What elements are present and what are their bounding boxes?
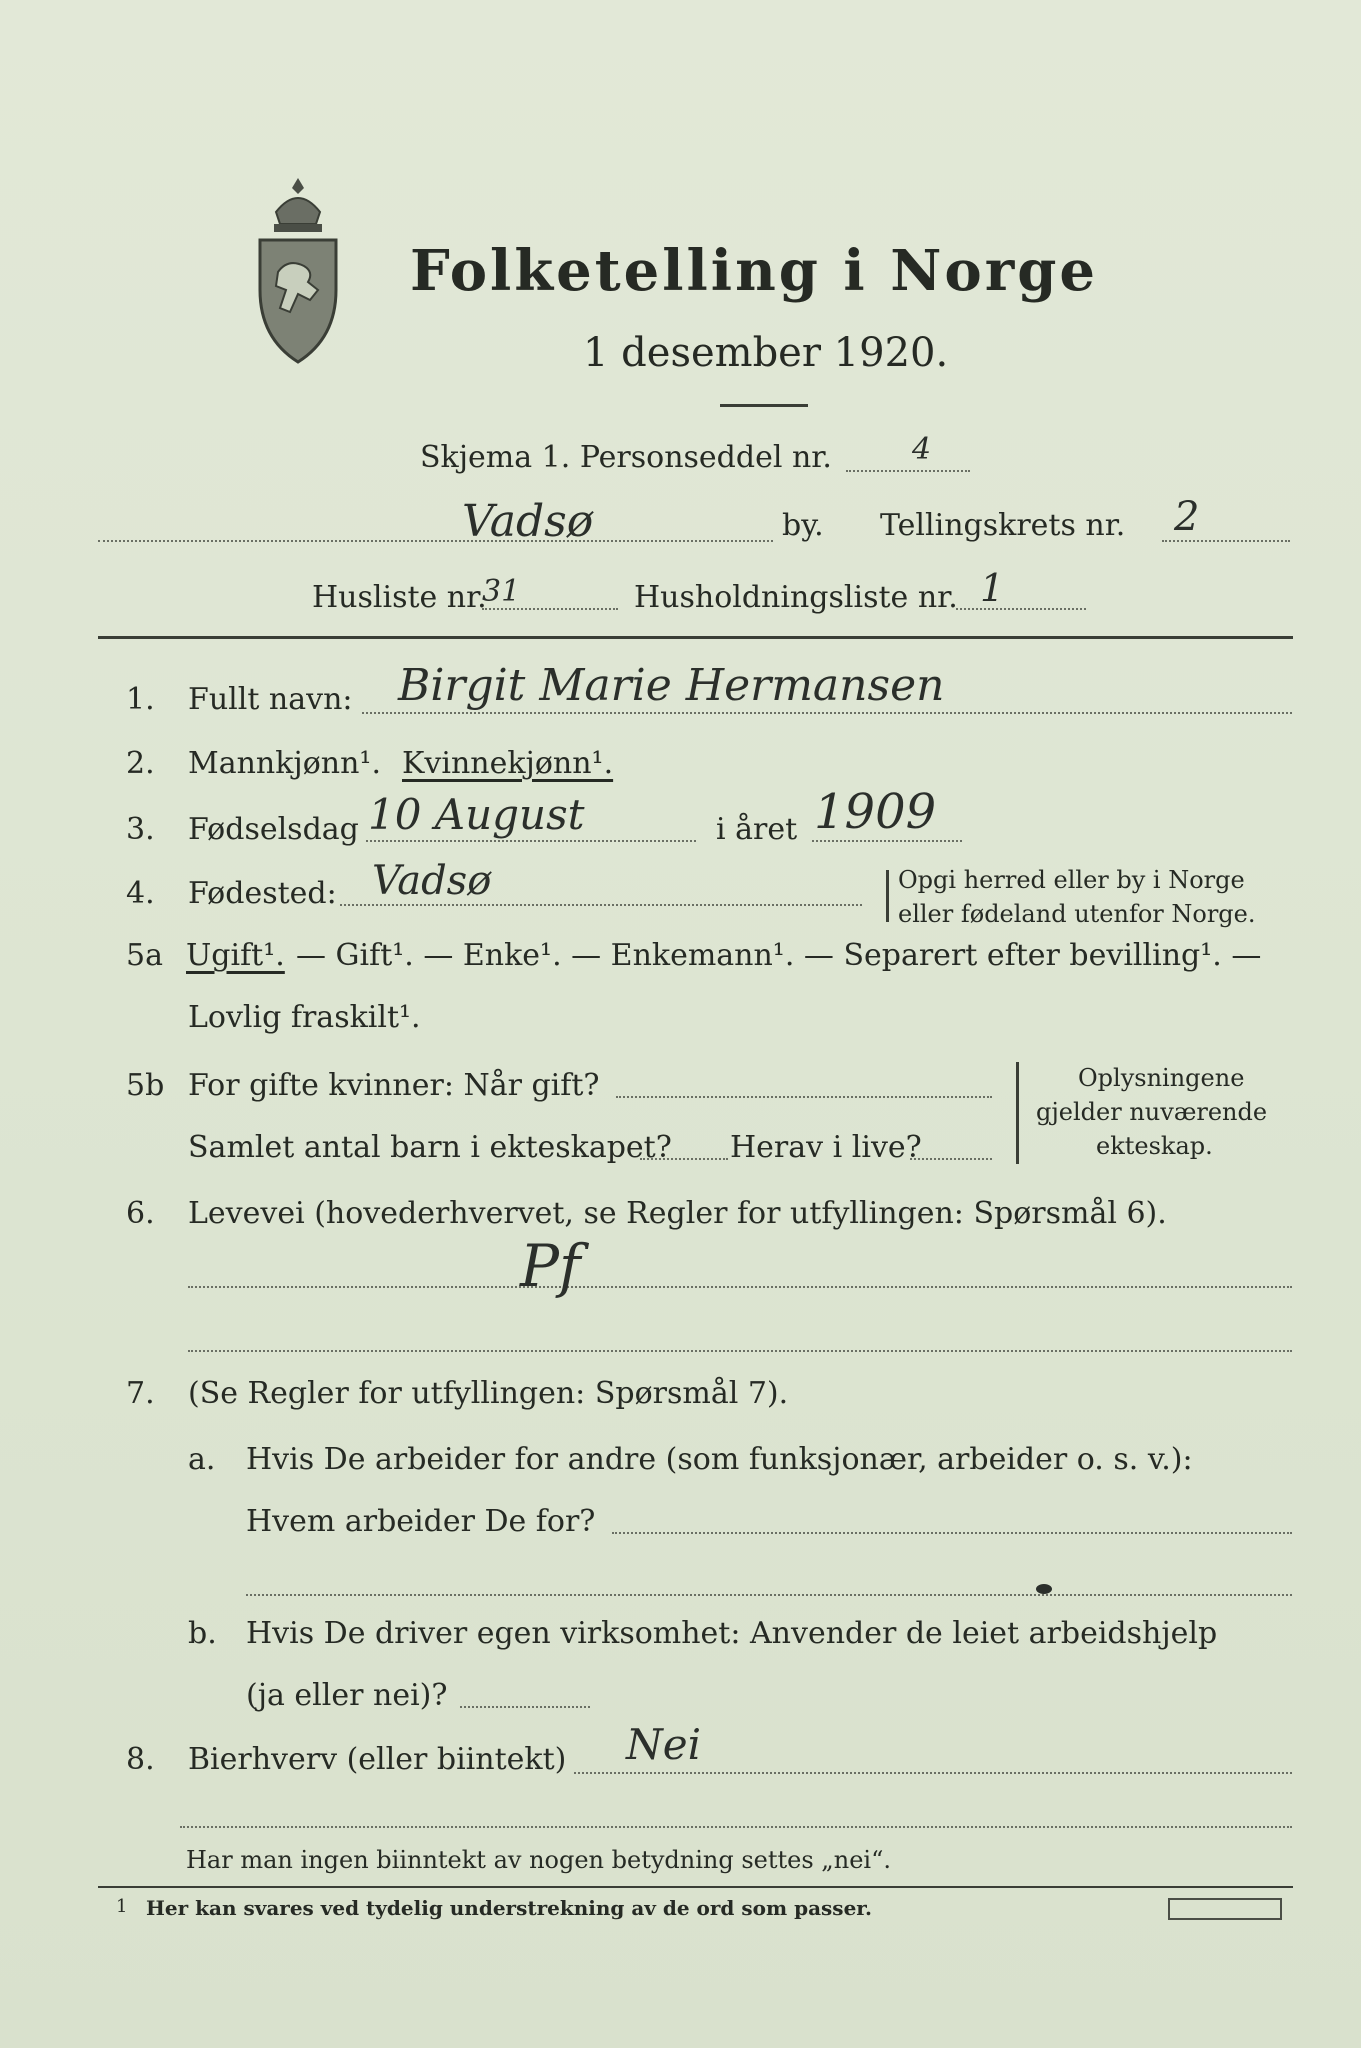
city-field-line — [98, 540, 773, 542]
q4-birthplace-value[interactable]: Vadsø — [372, 858, 492, 904]
q8-field-line-2 — [180, 1826, 1292, 1828]
q6-number: 6. — [126, 1196, 155, 1231]
schema-label: Skjema 1. Personseddel nr. — [420, 440, 832, 475]
husliste-value[interactable]: 31 — [482, 574, 521, 609]
q7b-letter: b. — [188, 1616, 217, 1651]
tellingskrets-value[interactable]: 2 — [1174, 494, 1200, 540]
q5a-options[interactable]: — Gift¹. — Enke¹. — Enkemann¹. — Separert efter bevilling¹. — — [296, 938, 1262, 973]
q4-note-line1: Opgi herred eller by i Norge — [898, 866, 1245, 894]
q3-year-field-line — [812, 840, 962, 842]
q3-label: Fødselsdag — [188, 812, 359, 847]
q2-option-female-underlined[interactable]: Kvinnekjønn¹. — [402, 746, 614, 781]
q5b-note-line2: gjelder nuværende — [1036, 1098, 1268, 1126]
title-divider — [720, 404, 808, 407]
q2-option-male[interactable]: Mannkjønn¹. — [188, 746, 381, 781]
q5a-line2[interactable]: Lovlig fraskilt¹. — [188, 1000, 421, 1035]
q8-field-line-1 — [574, 1772, 1292, 1774]
q5b-label-married-when: For gifte kvinner: Når gift? — [188, 1068, 600, 1103]
schema-number-value[interactable]: 4 — [912, 432, 932, 467]
husholdningsliste-field-line — [956, 608, 1086, 610]
census-date: 1 desember 1920. — [583, 330, 949, 376]
coat-of-arms-icon — [248, 172, 348, 372]
form-title: Folketelling i Norge — [410, 238, 1099, 304]
q1-label: Fullt navn: — [188, 682, 353, 717]
q3-year-value[interactable]: 1909 — [814, 784, 937, 840]
husliste-label: Husliste nr. — [312, 580, 487, 615]
q8-label: Bierhverv (eller biintekt) — [188, 1742, 567, 1777]
q4-field-line — [340, 904, 862, 906]
header-separator — [98, 636, 1293, 639]
biinntekt-note: Har man ingen biinntekt av nogen betydning settes „nei“. — [186, 1846, 891, 1874]
q3-birthday-value[interactable]: 10 August — [368, 790, 585, 839]
footer-separator — [98, 1886, 1293, 1888]
q3-number: 3. — [126, 812, 155, 847]
husholdningsliste-value[interactable]: 1 — [980, 566, 1005, 610]
q6-occupation-value[interactable]: Pf — [520, 1232, 581, 1300]
q2-number: 2. — [126, 746, 155, 781]
q5b-alive-field-line — [910, 1158, 992, 1160]
by-label: by. — [782, 508, 824, 543]
q5a-number: 5a — [126, 938, 163, 973]
q7b-line2: (ja eller nei)? — [246, 1678, 448, 1713]
q5a-ugift-underlined[interactable]: Ugift¹. — [186, 938, 285, 973]
city-value[interactable]: Vadsø — [462, 496, 594, 547]
q6-field-line-2 — [188, 1350, 1292, 1352]
schema-number-field-line — [846, 470, 970, 472]
q4-number: 4. — [126, 876, 155, 911]
q7a-line1: Hvis De arbeider for andre (som funksjonær, arbeider o. s. v.): — [246, 1442, 1193, 1477]
q5b-number: 5b — [126, 1068, 165, 1103]
q7-label: (Se Regler for utfyllingen: Spørsmål 7). — [188, 1376, 789, 1411]
q4-note-line2: eller fødeland utenfor Norge. — [898, 900, 1256, 928]
printer-stamp — [1168, 1898, 1282, 1920]
q1-number: 1. — [126, 682, 155, 717]
q7a-letter: a. — [188, 1442, 216, 1477]
q7b-field-line — [460, 1706, 590, 1708]
q8-number: 8. — [126, 1742, 155, 1777]
q5b-children-field-line — [640, 1158, 728, 1160]
tellingskrets-field-line — [1162, 540, 1290, 542]
q7b-line1: Hvis De driver egen virksomhet: Anvender de leiet arbeidshjelp — [246, 1616, 1218, 1651]
q3-birthday-field-line — [366, 840, 696, 842]
footnote-text: Her kan svares ved tydelig understrekning av de ord som passer. — [146, 1896, 872, 1920]
q5b-label-children: Samlet antal barn i ekteskapet? — [188, 1130, 672, 1165]
footnote-mark: 1 — [116, 1896, 128, 1917]
q3-year-label: i året — [716, 812, 798, 847]
q4-note-brace — [886, 870, 889, 922]
q5b-label-alive: Herav i live? — [730, 1130, 922, 1165]
ink-blot — [1036, 1584, 1052, 1594]
q8-value[interactable]: Nei — [626, 1720, 702, 1769]
q1-full-name-value[interactable]: Birgit Marie Hermansen — [398, 660, 945, 711]
q7a-line2: Hvem arbeider De for? — [246, 1504, 596, 1539]
q6-field-line-1 — [188, 1286, 1292, 1288]
q7-number: 7. — [126, 1376, 155, 1411]
q7a-field-line-1 — [612, 1532, 1292, 1534]
q7a-field-line-2 — [246, 1594, 1292, 1596]
q5b-note-brace — [1016, 1062, 1019, 1164]
q5b-note-line1: Oplysningene — [1078, 1064, 1245, 1092]
q4-label: Fødested: — [188, 876, 337, 911]
q6-label: Levevei (hovederhvervet, se Regler for utfyllingen: Spørsmål 6). — [188, 1196, 1167, 1231]
q5b-note-line3: ekteskap. — [1096, 1132, 1213, 1160]
q1-field-line — [362, 712, 1292, 714]
husholdningsliste-label: Husholdningsliste nr. — [634, 580, 958, 615]
tellingskrets-label: Tellingskrets nr. — [880, 508, 1126, 543]
q5b-married-when-field-line — [616, 1096, 992, 1098]
